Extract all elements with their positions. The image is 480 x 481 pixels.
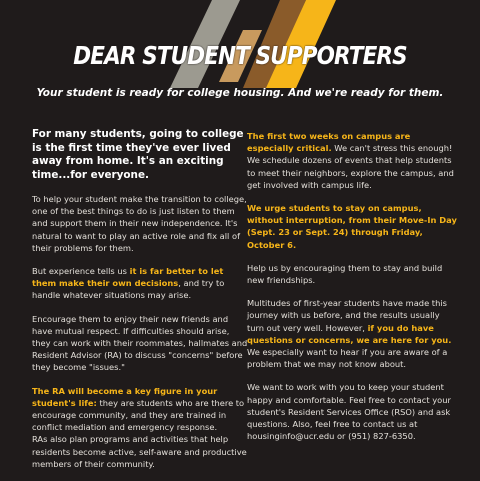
highlight-text: it is far better to let them make their own decisions: [32, 266, 224, 289]
paragraph-transition: To help your student make the transition to college, one of the best things to do is just listen to them and support them in their new independence. It's natural to want to play an active role and fix all of their problems for them.: [32, 194, 247, 253]
highlight-text: The first two weeks on campus are especially critical.: [247, 131, 411, 154]
right-column: [247, 130, 459, 453]
text-run: We can't stress this enough! We schedule dozens of events that help students to meet their neighbors, explore the campus, and get involved with campus life.: [247, 143, 454, 190]
left-column: [32, 128, 250, 481]
highlight-text: if you do have questions or concerns, we are here for you.: [247, 322, 452, 345]
text-run: they are students who are there to encourage community, and they are trained in conflict mediation and emergency response.: [32, 397, 245, 433]
text-run: But experience tells us: [32, 266, 130, 277]
paragraph-questions: [247, 297, 459, 370]
paragraph-stay-on-campus: We urge students to stay on campus, without interruption, from their Move-In Day (Sept. 23 or Sept. 24) through Friday, October 6.: [247, 203, 457, 250]
text-run: We especially want to hear if you are aware of a problem that we may not know about.: [247, 347, 448, 370]
text-run: , and try to handle whatever situations may arise.: [32, 278, 225, 301]
paragraph-encourage: Help us by encouraging them to stay and build new friendships.: [247, 262, 443, 286]
paragraph-ra: [32, 385, 250, 434]
paragraph-friends: Encourage them to enjoy their new friends and have mutual respect. If difficulties should arise, they can work with their roommates, hallmates and Resident Advisor (RA) to discuss "concerns" before they become "issues.": [32, 313, 248, 373]
subheadline: Your student is ready for college housing. And we're ready for them.: [36, 87, 444, 99]
highlight-text: The RA will become a key figure in your student's life:: [32, 385, 218, 408]
headline: DEAR STUDENT SUPPORTERS: [73, 41, 407, 70]
lead-paragraph: For many students, going to college is the first time they've ever lived away from home. It's an exciting time...for everyone.: [32, 128, 244, 181]
paragraph-decisions: [32, 265, 250, 302]
text-run: Multitudes of first-year students have made this journey with us before, and the results usually turn out very well. However,: [247, 298, 447, 333]
paragraph-ra-programs: RAs also plan programs and activities that help residents become active, self-aware and productive members of their community.: [32, 434, 247, 469]
paragraph-first-weeks: [247, 130, 459, 191]
paragraph-contact: We want to work with you to keep your student happy and comfortable. Feel free to contact your student's Resident Services Office (RSO) and ask questions. Also, feel free to contact us at housinginfo@ucr.edu or (951) 827-6350.: [247, 382, 451, 442]
